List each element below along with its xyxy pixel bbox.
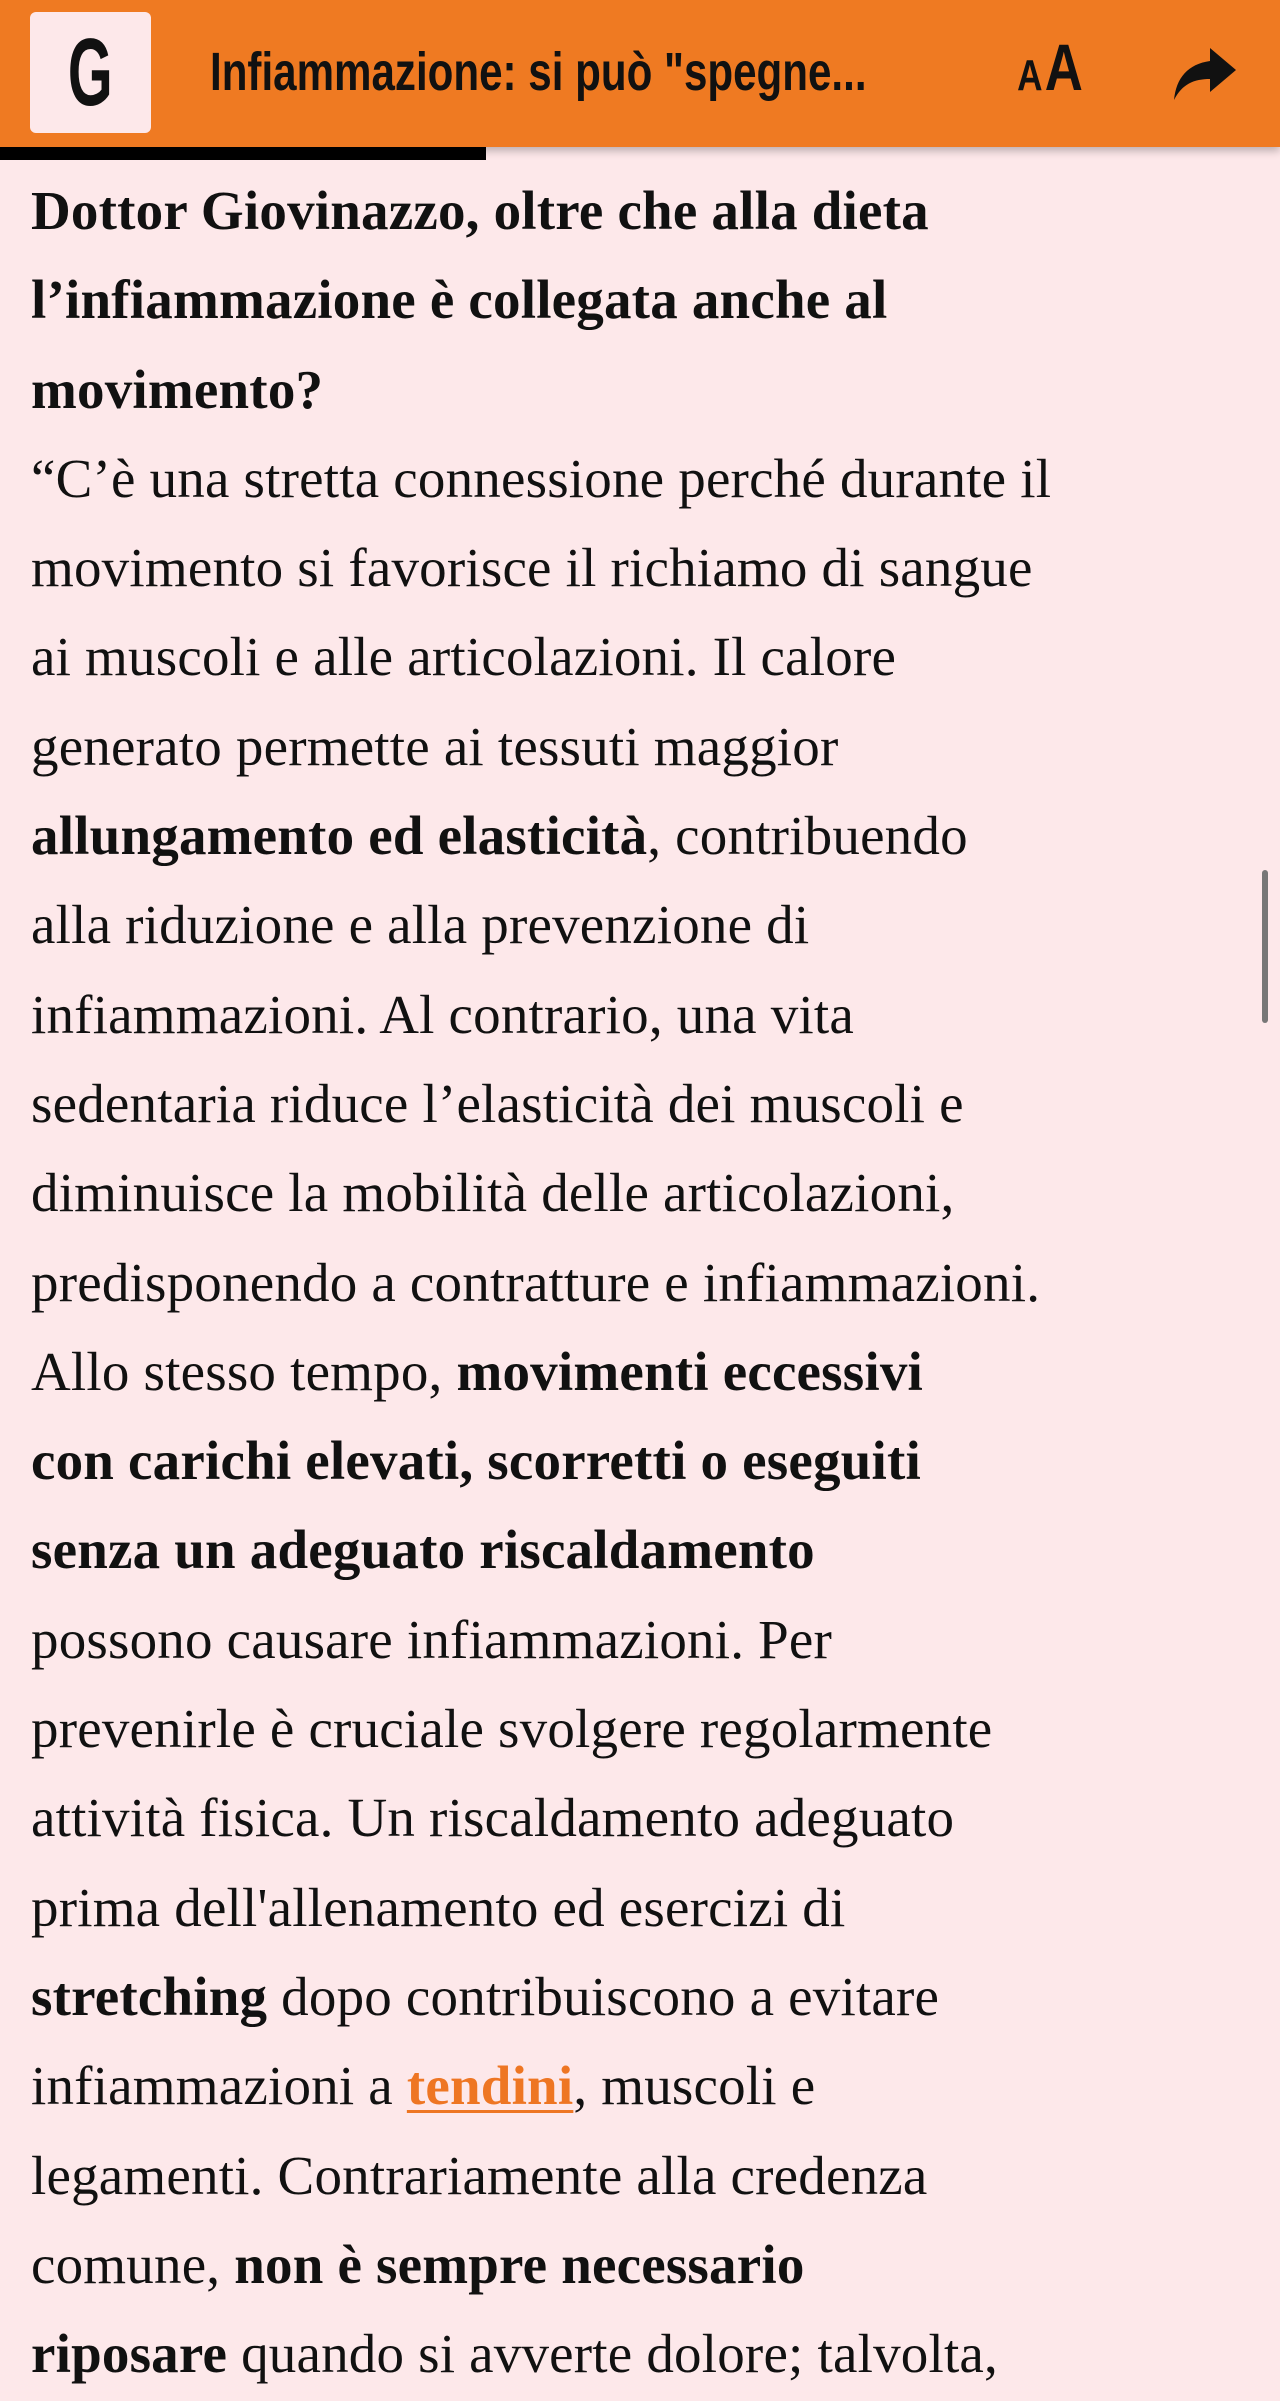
text: generato permette ai tessuti maggior xyxy=(31,715,839,777)
text: legamenti. Contrariamente alla credenza xyxy=(31,2144,928,2206)
article-title: Infiammazione: si può "spegne... xyxy=(210,42,867,102)
interview-question-line xyxy=(31,345,1271,434)
paragraph-line xyxy=(31,1773,1271,1862)
font-size-small-icon: A xyxy=(1017,51,1043,100)
paragraph-line xyxy=(31,434,1271,523)
paragraph-line xyxy=(31,880,1271,969)
text: sedentaria riduce l’elasticità dei muscoli e xyxy=(31,1072,964,1134)
paragraph-line xyxy=(31,1684,1271,1773)
paragraph-line xyxy=(31,1148,1271,1237)
reading-progress-bar xyxy=(0,147,1280,160)
interview-question-line xyxy=(31,255,1271,344)
scrollbar-thumb[interactable] xyxy=(1262,870,1268,1023)
text: infiammazioni a xyxy=(31,2055,407,2117)
paragraph-line xyxy=(31,1327,1271,1416)
paragraph-line xyxy=(31,1952,1271,2041)
text: quando si avverte dolore; talvolta, xyxy=(227,2323,998,2385)
top-app-bar xyxy=(0,0,1280,147)
site-logo[interactable] xyxy=(30,12,151,133)
text: diminuisce la mobilità delle articolazioni, xyxy=(31,1162,955,1224)
text: , muscoli e xyxy=(573,2055,816,2117)
font-size-large-icon: A xyxy=(1044,30,1083,104)
reading-progress-fill xyxy=(0,147,486,160)
text: attività fisica. Un riscaldamento adeguato xyxy=(31,1787,955,1849)
paragraph-line xyxy=(31,2131,1271,2220)
paragraph-line xyxy=(31,2220,1271,2309)
bold-text: riposare xyxy=(31,2323,228,2385)
paragraph-line xyxy=(31,1416,1271,1505)
paragraph-line xyxy=(31,1863,1271,1952)
paragraph-line xyxy=(31,702,1271,791)
article-body xyxy=(31,166,1271,2398)
bold-text: movimento? xyxy=(31,358,324,420)
text: predisponendo a contratture e infiammazioni. xyxy=(31,1251,1041,1313)
text: alla riduzione e alla prevenzione di xyxy=(31,894,810,956)
text: infiammazioni. Al contrario, una vita xyxy=(31,983,855,1045)
share-button[interactable] xyxy=(1170,44,1240,104)
text: Allo stesso tempo, xyxy=(31,1340,457,1402)
paragraph-line xyxy=(31,612,1271,701)
bold-text: movimenti eccessivi xyxy=(456,1340,924,1402)
bold-text: senza un adeguato riscaldamento xyxy=(31,1519,815,1581)
bold-text: l’infiammazione è collegata anche al xyxy=(31,269,888,331)
paragraph-line xyxy=(31,1059,1271,1148)
paragraph-line xyxy=(31,1595,1271,1684)
paragraph-line xyxy=(31,2041,1271,2130)
paragraph-line xyxy=(31,970,1271,1059)
tendini-link[interactable]: tendini xyxy=(406,2055,574,2117)
interview-question-line xyxy=(31,166,1271,255)
paragraph-line xyxy=(31,2309,1271,2398)
text: “C’è una stretta connessione perché durante il xyxy=(31,447,1052,509)
font-size-button[interactable] xyxy=(1014,30,1087,104)
bold-text: Dottor Giovinazzo, oltre che alla dieta xyxy=(31,180,929,241)
text: ai muscoli e alle articolazioni. Il calore xyxy=(31,626,897,688)
text: movimento si favorisce il richiamo di sangue xyxy=(31,537,1033,599)
text: dopo contribuiscono a evitare xyxy=(267,1965,940,2027)
share-arrow-icon xyxy=(1170,44,1240,104)
bold-text: stretching xyxy=(31,1965,268,2027)
text: comune, xyxy=(31,2233,235,2295)
bold-text: allungamento ed elasticità xyxy=(31,805,648,867)
paragraph-line xyxy=(31,1505,1271,1594)
text: prima dell'allenamento ed esercizi di xyxy=(31,1876,846,1938)
text: , contribuendo xyxy=(647,805,968,867)
bold-text: con carichi elevati, scorretti o eseguiti xyxy=(31,1430,921,1492)
paragraph-line xyxy=(31,523,1271,612)
text: possono causare infiammazioni. Per xyxy=(31,1608,833,1670)
text: prevenirle è cruciale svolgere regolarmente xyxy=(31,1698,993,1760)
paragraph-line xyxy=(31,1238,1271,1327)
logo-letter: G xyxy=(68,18,113,126)
bold-text: non è sempre necessario xyxy=(234,2233,805,2295)
paragraph-line xyxy=(31,791,1271,880)
